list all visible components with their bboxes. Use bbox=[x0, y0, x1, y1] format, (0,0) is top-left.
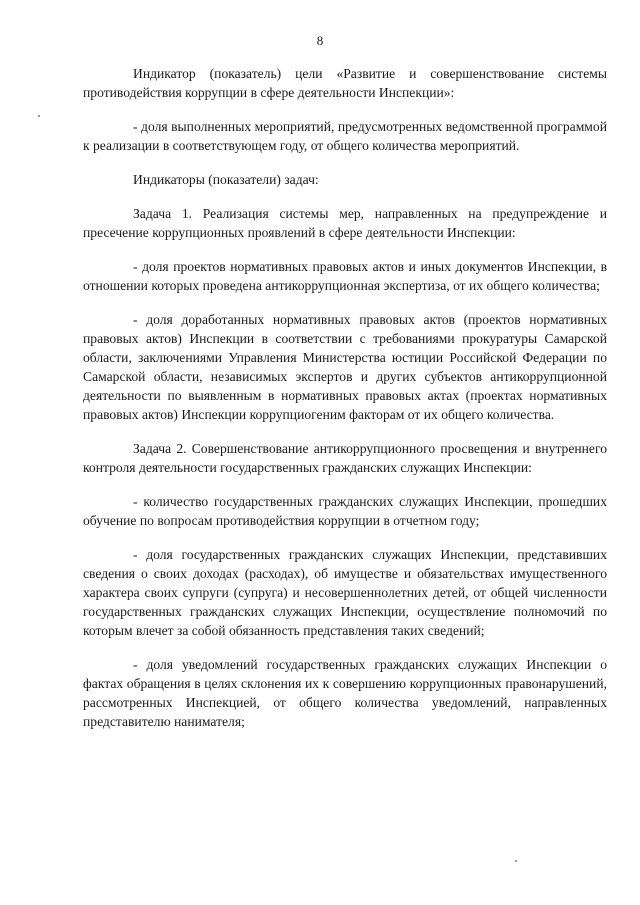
scan-speck bbox=[38, 115, 40, 117]
paragraph-task-2: Задача 2. Совершенствование антикоррупционного просвещения и внутреннего контроля деятельности государственных гражданских служащих Инспекции: bbox=[83, 441, 607, 475]
paragraph-goal-indicator: Индикатор (показатель) цели «Развитие и совершенствование системы противодействия коррупции в сфере деятельности Инспекции»: bbox=[83, 66, 607, 100]
paragraph-expertise-share: - доля проектов нормативных правовых актов и иных документов Инспекции, в отношении которых проведена антикоррупционная экспертиза, от их общего количества; bbox=[83, 259, 607, 293]
paragraph-measures-share: - доля выполненных мероприятий, предусмотренных ведомственной программой к реализации в соответствующем году, от общего количества мероприятий. bbox=[83, 119, 607, 153]
page-number: 8 bbox=[316, 33, 324, 48]
paragraph-notifications-share: - доля уведомлений государственных гражданских служащих Инспекции о фактах обращения в целях склонения их к совершению коррупционных правонарушений, рассмотренных Инспекцией, от общего количества уведомлений, направленных представителю нанимателя; bbox=[83, 657, 607, 729]
paragraph-task-indicators-heading: Индикаторы (показатели) задач: bbox=[133, 172, 319, 187]
paragraph-trained-employees: - количество государственных гражданских служащих Инспекции, прошедших обучение по вопросам противодействия коррупции в отчетном году; bbox=[83, 494, 607, 528]
document-body bbox=[83, 64, 607, 746]
scan-speck bbox=[515, 860, 517, 862]
paragraph-income-declarations-share: - доля государственных гражданских служащих Инспекции, представивших сведения о своих доходах (расходах), об имуществе и обязательствах имущественного характера своих супруги (супруга) и несовершеннолетних детей, от общей численности государственных гражданских служащих Инспекции, осуществление полномочий по которым влечет за собой обязанность представления таких сведений; bbox=[83, 547, 607, 638]
paragraph-task-1: Задача 1. Реализация системы мер, направленных на предупреждение и пресечение коррупционных проявлений в сфере деятельности Инспекции: bbox=[83, 206, 607, 240]
paragraph-revised-acts-share: - доля доработанных нормативных правовых актов (проектов нормативных правовых актов) Инспекции в соответствии с требованиями прокуратуры Самарской области, заключениями Управления Министерства юстиции Российской Федерации по Самарской области, независимых экспертов и других субъектов антикоррупционной деятельности по выявленным в нормативных правовых актах (проектах нормативных правовых актов) Инспекции коррупциогеним факторам от их общего количества. bbox=[83, 312, 607, 422]
